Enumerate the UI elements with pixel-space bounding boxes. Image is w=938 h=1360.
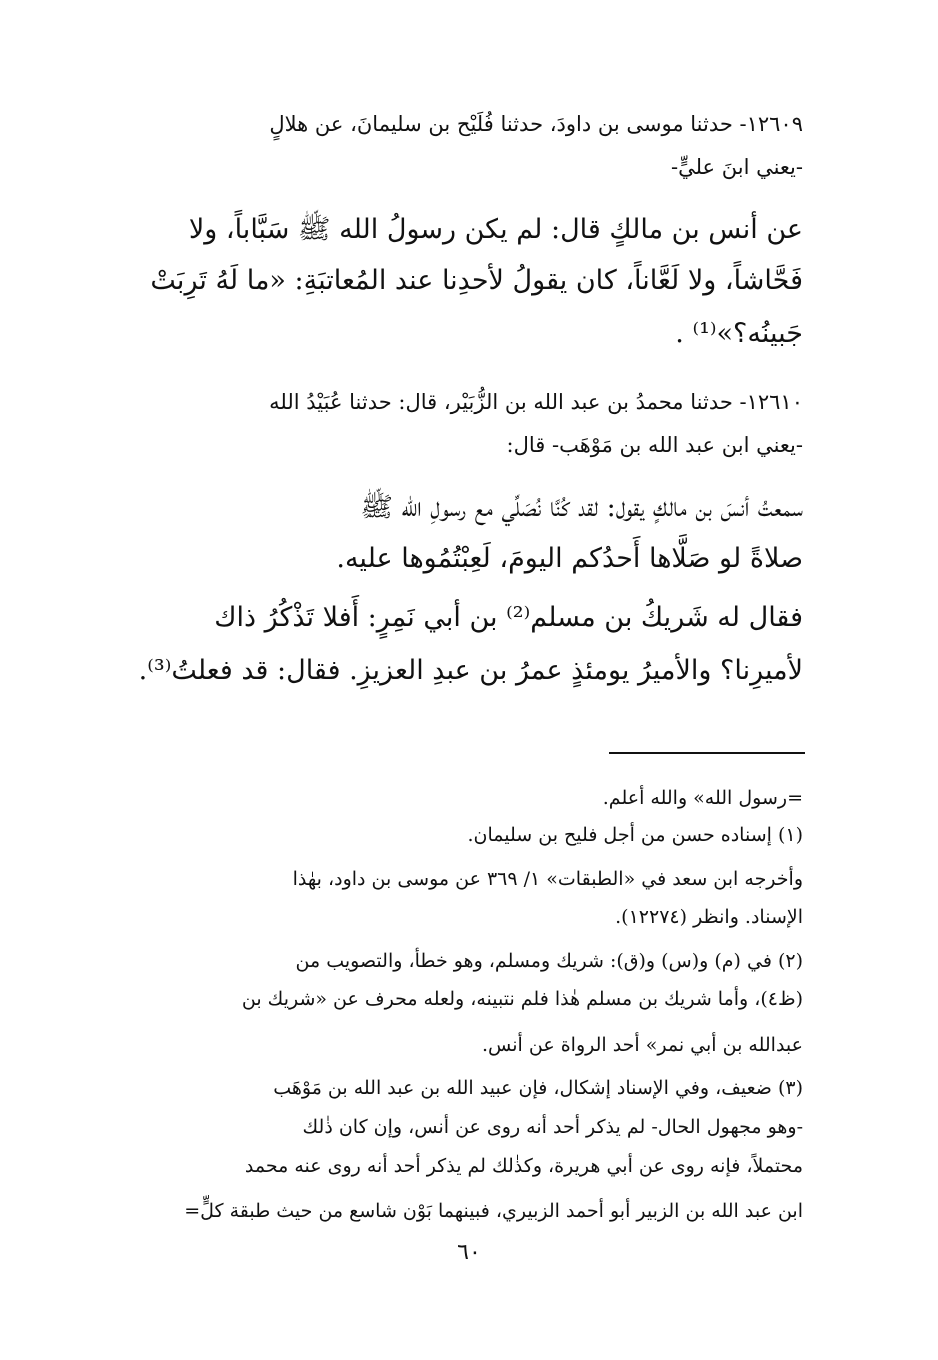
footnote-line-1: =رسول الله» والله أعلم. [602, 787, 803, 809]
footnote-line-3: وأخرجه ابن سعد في «الطبقات» ١/ ٣٦٩ عن موسى بن داود، بهٰذا [292, 868, 803, 890]
footnote-line-10: محتملاً، فإنه روى عن أبي هريرة، وكذٰلك لم يذكر أحد أنه روى عنه محمد [244, 1155, 803, 1177]
footnote-line-7: عبدالله بن أبي نمر» أحد الرواة عن أنس. [482, 1034, 803, 1056]
footnote-separator [609, 752, 805, 754]
hadith-12610-matn-line-4: لأميرِنا؟ والأميرُ يومئذٍ عمرُ بن عبدِ العزيزِ. فقال: قد فعلتُ⁽³⁾. [138, 655, 803, 686]
hadith-12609-matn-line-3: جَبينُه؟»⁽¹⁾ . [675, 318, 803, 349]
hadith-12610-matn-line-3: فقال له شَريكُ بن مسلم⁽²⁾ بن أبي نَمِرٍ: أَفلا تَذْكُرُ ذاك [214, 602, 803, 633]
hadith-12609-matn-line-1: عن أنس بن مالكٍ قال: لم يكن رسولُ الله ﷺ سَبَّاباً، ولا [188, 214, 803, 245]
footnote-line-4: الإسناد. وانظر (١٢٢٧٤). [615, 906, 803, 928]
hadith-12610-isnad-line-2: -يعني ابن عبد الله بن مَوْهَب- قال: [506, 433, 803, 457]
hadith-12610-matn-line-2: صلاةً لو صَلَّاها أَحدُكم اليومَ، لَعِبْتُمُوها عليه. [336, 543, 803, 574]
hadith-12609-isnad-line-1: ١٢٦٠٩- حدثنا موسى بن داودَ، حدثنا فُلَيْح بن سليمانَ، عن هلالٍ [269, 112, 803, 136]
footnote-line-11: ابن عبد الله بن الزبير أبو أحمد الزبيري، فبينهما بَوْن شاسع من حيث طبقة كلٍّ= [184, 1200, 803, 1222]
footnote-line-5: (٢) في (م) و(س) و(ق): شريك ومسلم، وهو خطأ، والتصويب من [295, 950, 803, 972]
hadith-12610-matn-line-1: سمعتُ أنسَ بن مالكٍ يقول: لقد كُنَّا نُصَلِّي مع رسولِ الله ﷺ [360, 492, 803, 523]
hadith-12610-isnad-line-1: ١٢٦١٠- حدثنا محمدُ بن عبد الله بن الزُّبَيْر، قال: حدثنا عُبَيْدُ الله [269, 390, 803, 414]
footnote-line-6: (ظ٤)، وأما شريك بن مسلم هٰذا فلم نتبينه، ولعله محرف عن «شريك بن [241, 988, 803, 1010]
footnote-line-8: (٣) ضعيف، وفي الإسناد إشكال، فإن عبيد الله بن عبد الله بن مَوْهَب [273, 1077, 803, 1099]
hadith-12609-isnad-line-2: -يعني ابنَ عليٍّ- [670, 155, 803, 179]
footnote-line-2: (١) إسناده حسن من أجل فليح بن سليمان. [467, 824, 803, 846]
footnote-line-9: -وهو مجهول الحال- لم يذكر أحد أنه روى عن أنس، وإن كان ذٰلك [302, 1116, 803, 1138]
page-number: ٦٠ [457, 1240, 481, 1265]
hadith-12609-matn-line-2: فَحَّاشاً، ولا لَعَّاناً، كان يقولُ لأحدِنا عند المُعاتبَةِ: «ما لَهُ تَرِبَتْ [150, 265, 803, 296]
